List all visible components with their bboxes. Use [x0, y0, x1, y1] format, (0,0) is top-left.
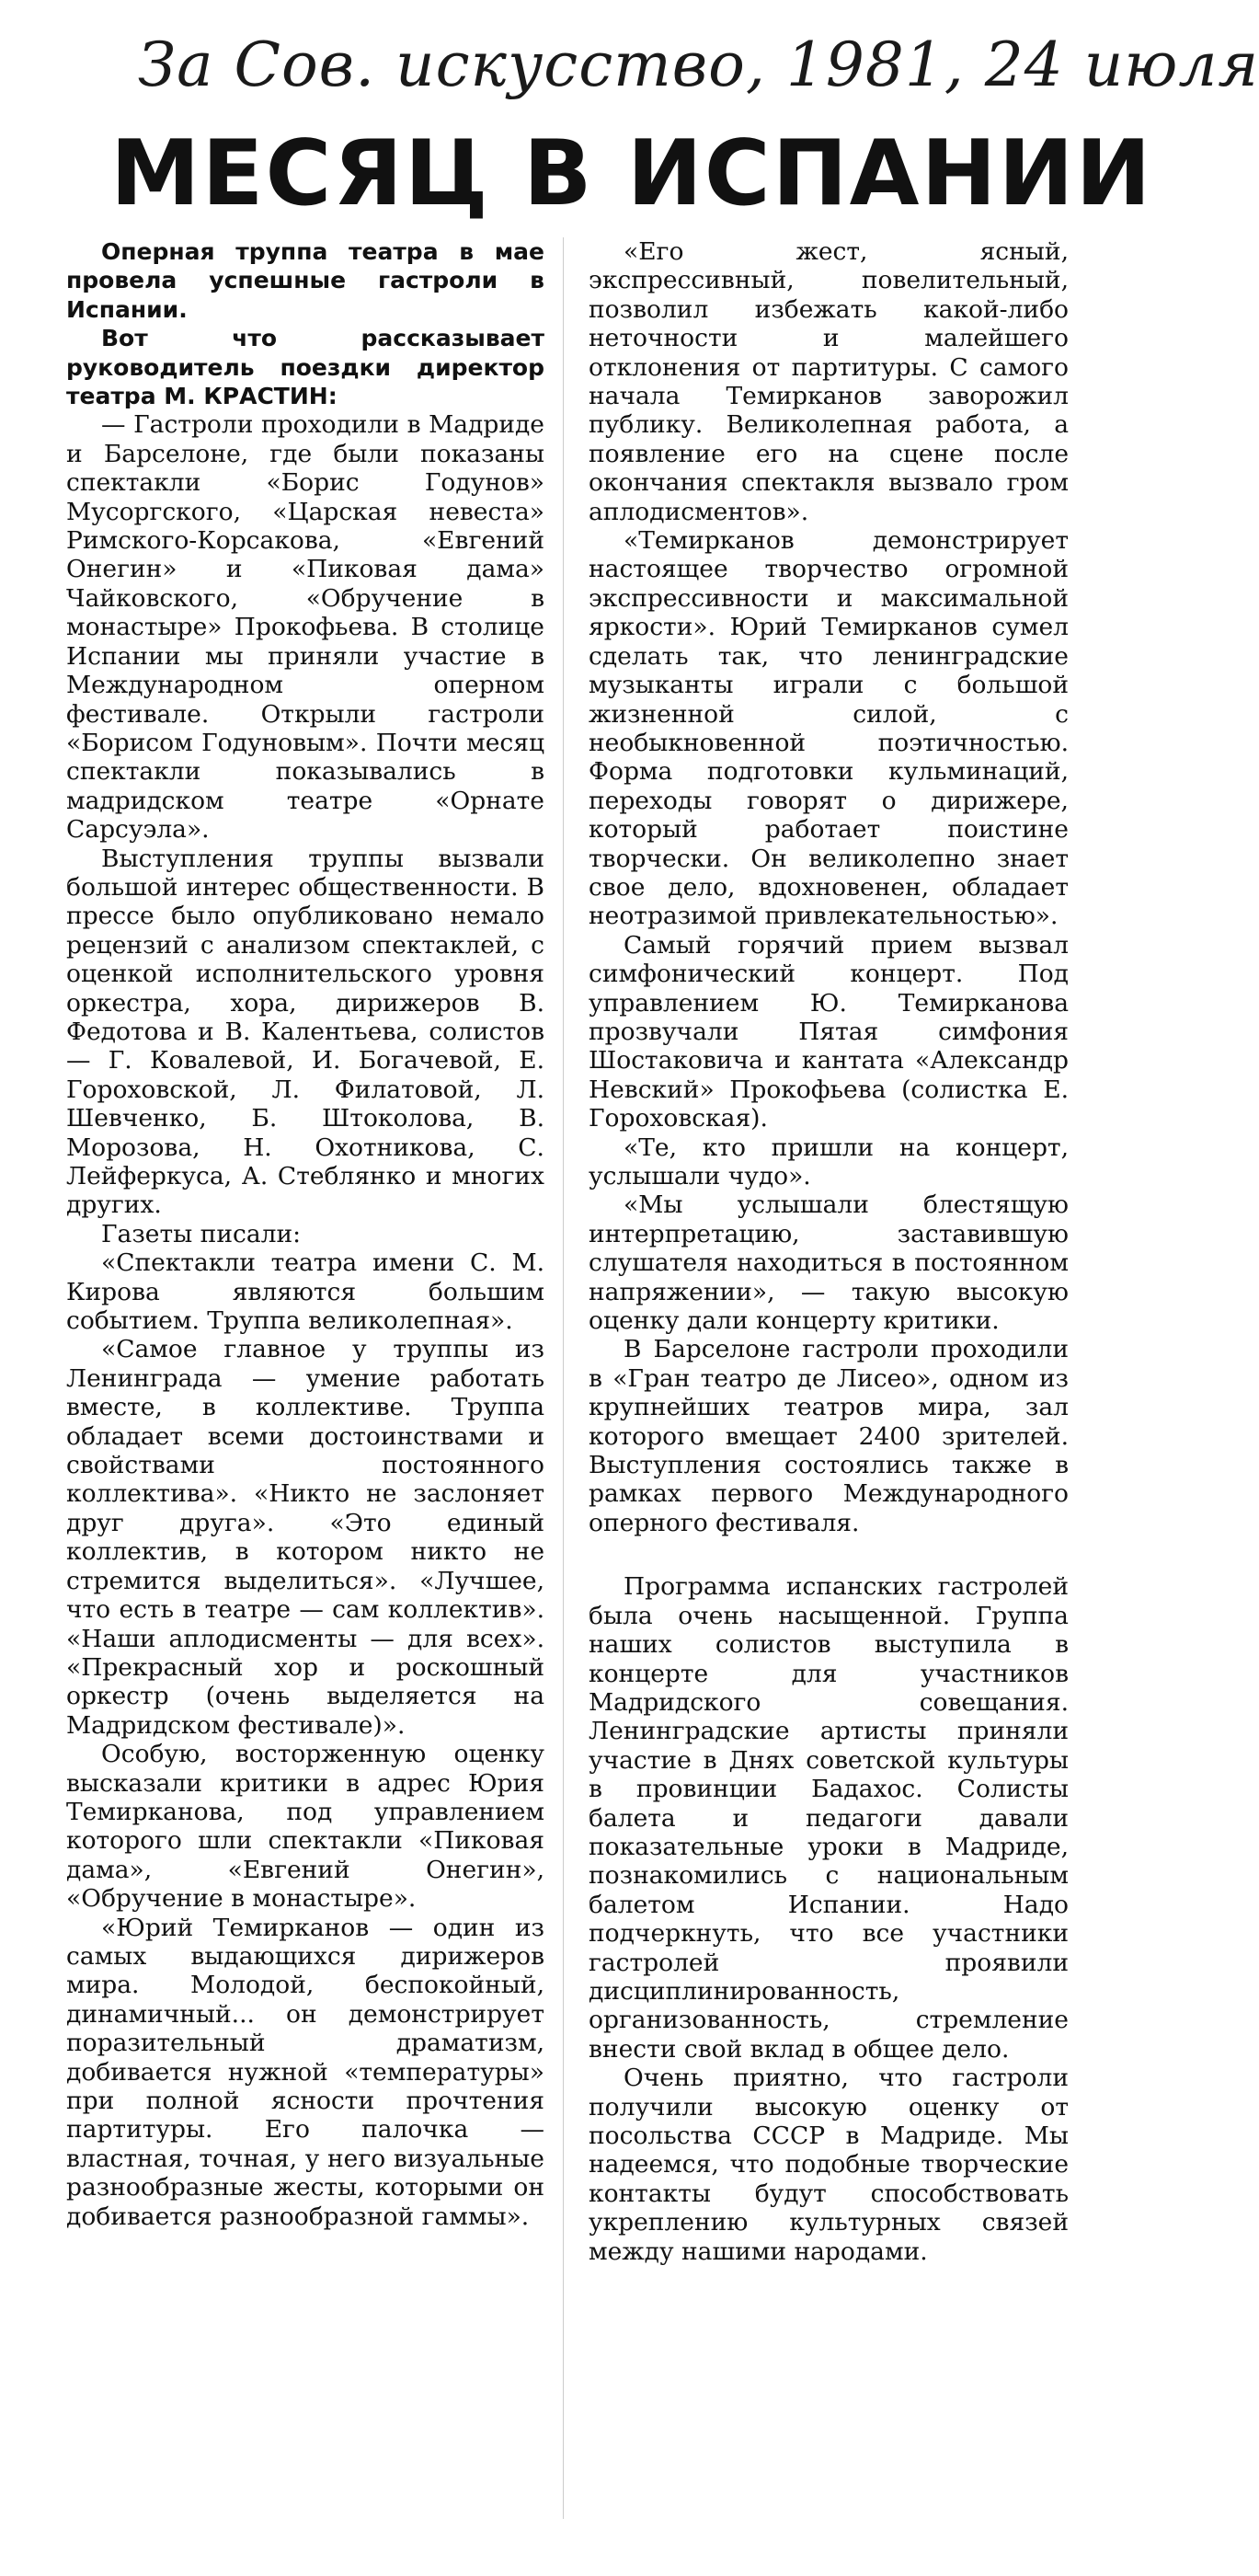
body-paragraph: «Его жест, ясный, экспрессивный, повелительный, позволил избежать какой-либо неточности и малейшего отклонения от партитуры. С самого начала Темирканов заворожил публику. Великолепная работа, а появление его на сцене после окончания спектакля вызвало гром аплодисментов». — [589, 237, 1069, 526]
handwritten-note: За Сов. искусство, 1981, 24 июля — [138, 29, 1259, 100]
article-headline: МЕСЯЦ В ИСПАНИИ — [110, 121, 1153, 226]
body-paragraph: — Гастроли проходили в Мадриде и Барселоне, где были показаны спектакли «Борис Годунов» Мусоргского, «Царская невеста» Римского-Корсакова, «Евгений Онегин» и «Пиковая дама» Чайковского, «Обручение в монастыре» Прокофьева. В столице Испании мы приняли участие в Международном оперном фестивале. Открыли гастроли «Борисом Годуновым». Почти месяц спектакли показывались в мадридском театре «Орнате Сарсуэла». — [66, 410, 544, 845]
body-paragraph: «Те, кто пришли на концерт, услышали чудо». — [589, 1133, 1069, 1190]
column-divider — [563, 237, 564, 2519]
lead-paragraph: Оперная труппа театра в мае провела успешные гастроли в Испании. — [66, 238, 544, 323]
body-paragraph: Выступления труппы вызвали большой интерес общественности. В прессе было опубликовано немало рецензий с анализом спектаклей, с оценкой исполнительского уровня оркестра, хора, дирижеров В. Федотова и В. Калентьева, солистов — Г. Ковалевой, И. Богачевой, Е. Гороховской, Л. Филатовой, Л. Шевченко, Б. Штоколова, В. Морозова, Н. Охотникова, С. Лейферкуса, А. Стеблянко и многих других. — [66, 844, 544, 1220]
body-paragraph: «Спектакли театра имени С. М. Кирова являются большим событием. Труппа великолепная». — [66, 1248, 544, 1336]
lead-paragraph: Вот что рассказывает руководитель поездки директор театра М. КРАСТИН: — [66, 325, 544, 410]
body-paragraph: Программа испанских гастролей была очень насыщенной. Группа наших солистов выступила в концерте для участников Мадридского совещания. Ленинградские артисты приняли участие в Днях советской культуры в провинции Бадахос. Солисты балета и педагоги давали показательные уроки в Мадриде, познакомились с национальным балетом Испании. Надо подчеркнуть, что все участники гастролей проявили дисциплинированность, организованность, стремление внести свой вклад в общее дело. — [589, 1572, 1069, 2064]
body-paragraph: Самый горячий прием вызвал симфонический концерт. Под управлением Ю. Темирканова прозвучали Пятая симфония Шостаковича и кантата «Александр Невский» Прокофьева (солистка Е. Гороховская). — [589, 930, 1069, 1133]
body-paragraph: «Мы услышали блестящую интерпретацию, заставившую слушателя находиться в постоянном напряжении», — такую высокую оценку дали концерту критики. — [589, 1190, 1069, 1336]
body-paragraph: «Темирканов демонстрирует настоящее творчество огромной экспрессивности и максимальной яркости». Юрий Темирканов сумел сделать так, что ленинградские музыканты играли с большой жизненной силой, с необыкновенной поэтичностью. Форма подготовки кульминаций, переходы говорят о дирижере, который работает поистине творчески. Он великолепно знает свое дело, вдохновенен, обладает неотразимой привлекательностью». — [589, 526, 1069, 931]
article-column-right — [589, 237, 1069, 2266]
body-paragraph: Очень приятно, что гастроли получили высокую оценку от посольства СССР в Мадриде. Мы надеемся, что подобные творческие контакты будут способствовать укреплению культурных связей между нашими народами. — [589, 2064, 1069, 2266]
article-column-left — [66, 237, 544, 2231]
body-paragraph: В Барселоне гастроли проходили в «Гран театро де Лисео», одном из крупнейших театров мира, зал которого вмещает 2400 зрителей. Выступления состоялись также в рамках первого Международного оперного фестиваля. — [589, 1335, 1069, 1537]
body-paragraph: «Самое главное у труппы из Ленинграда — умение работать вместе, в коллективе. Труппа обладает всеми достоинствами и свойствами постоянного коллектива». «Никто не заслоняет друг друга». «Это единый коллектив, в котором никто не стремится выделиться». «Лучшее, что есть в театре — сам коллектив». «Наши аплодисменты — для всех». «Прекрасный хор и роскошный оркестр (очень выделяется на Мадридском фестивале)». — [66, 1335, 544, 1740]
body-paragraph: «Юрий Темирканов — один из самых выдающихся дирижеров мира. Молодой, беспокойный, динамичный... он демонстрирует поразительный драматизм, добивается нужной «температуры» при полной ясности прочтения партитуры. Его палочка — властная, точная, у него визуальные разнообразные жесты, которыми он добивается разнообразной гаммы». — [66, 1913, 544, 2231]
body-paragraph: Газеты писали: — [101, 1219, 302, 1248]
body-paragraph: Особую, восторженную оценку высказали критики в адрес Юрия Темирканова, под управлением которого шли спектакли «Пиковая дама», «Евгений Онегин», «Обручение в монастыре». — [66, 1740, 544, 1914]
